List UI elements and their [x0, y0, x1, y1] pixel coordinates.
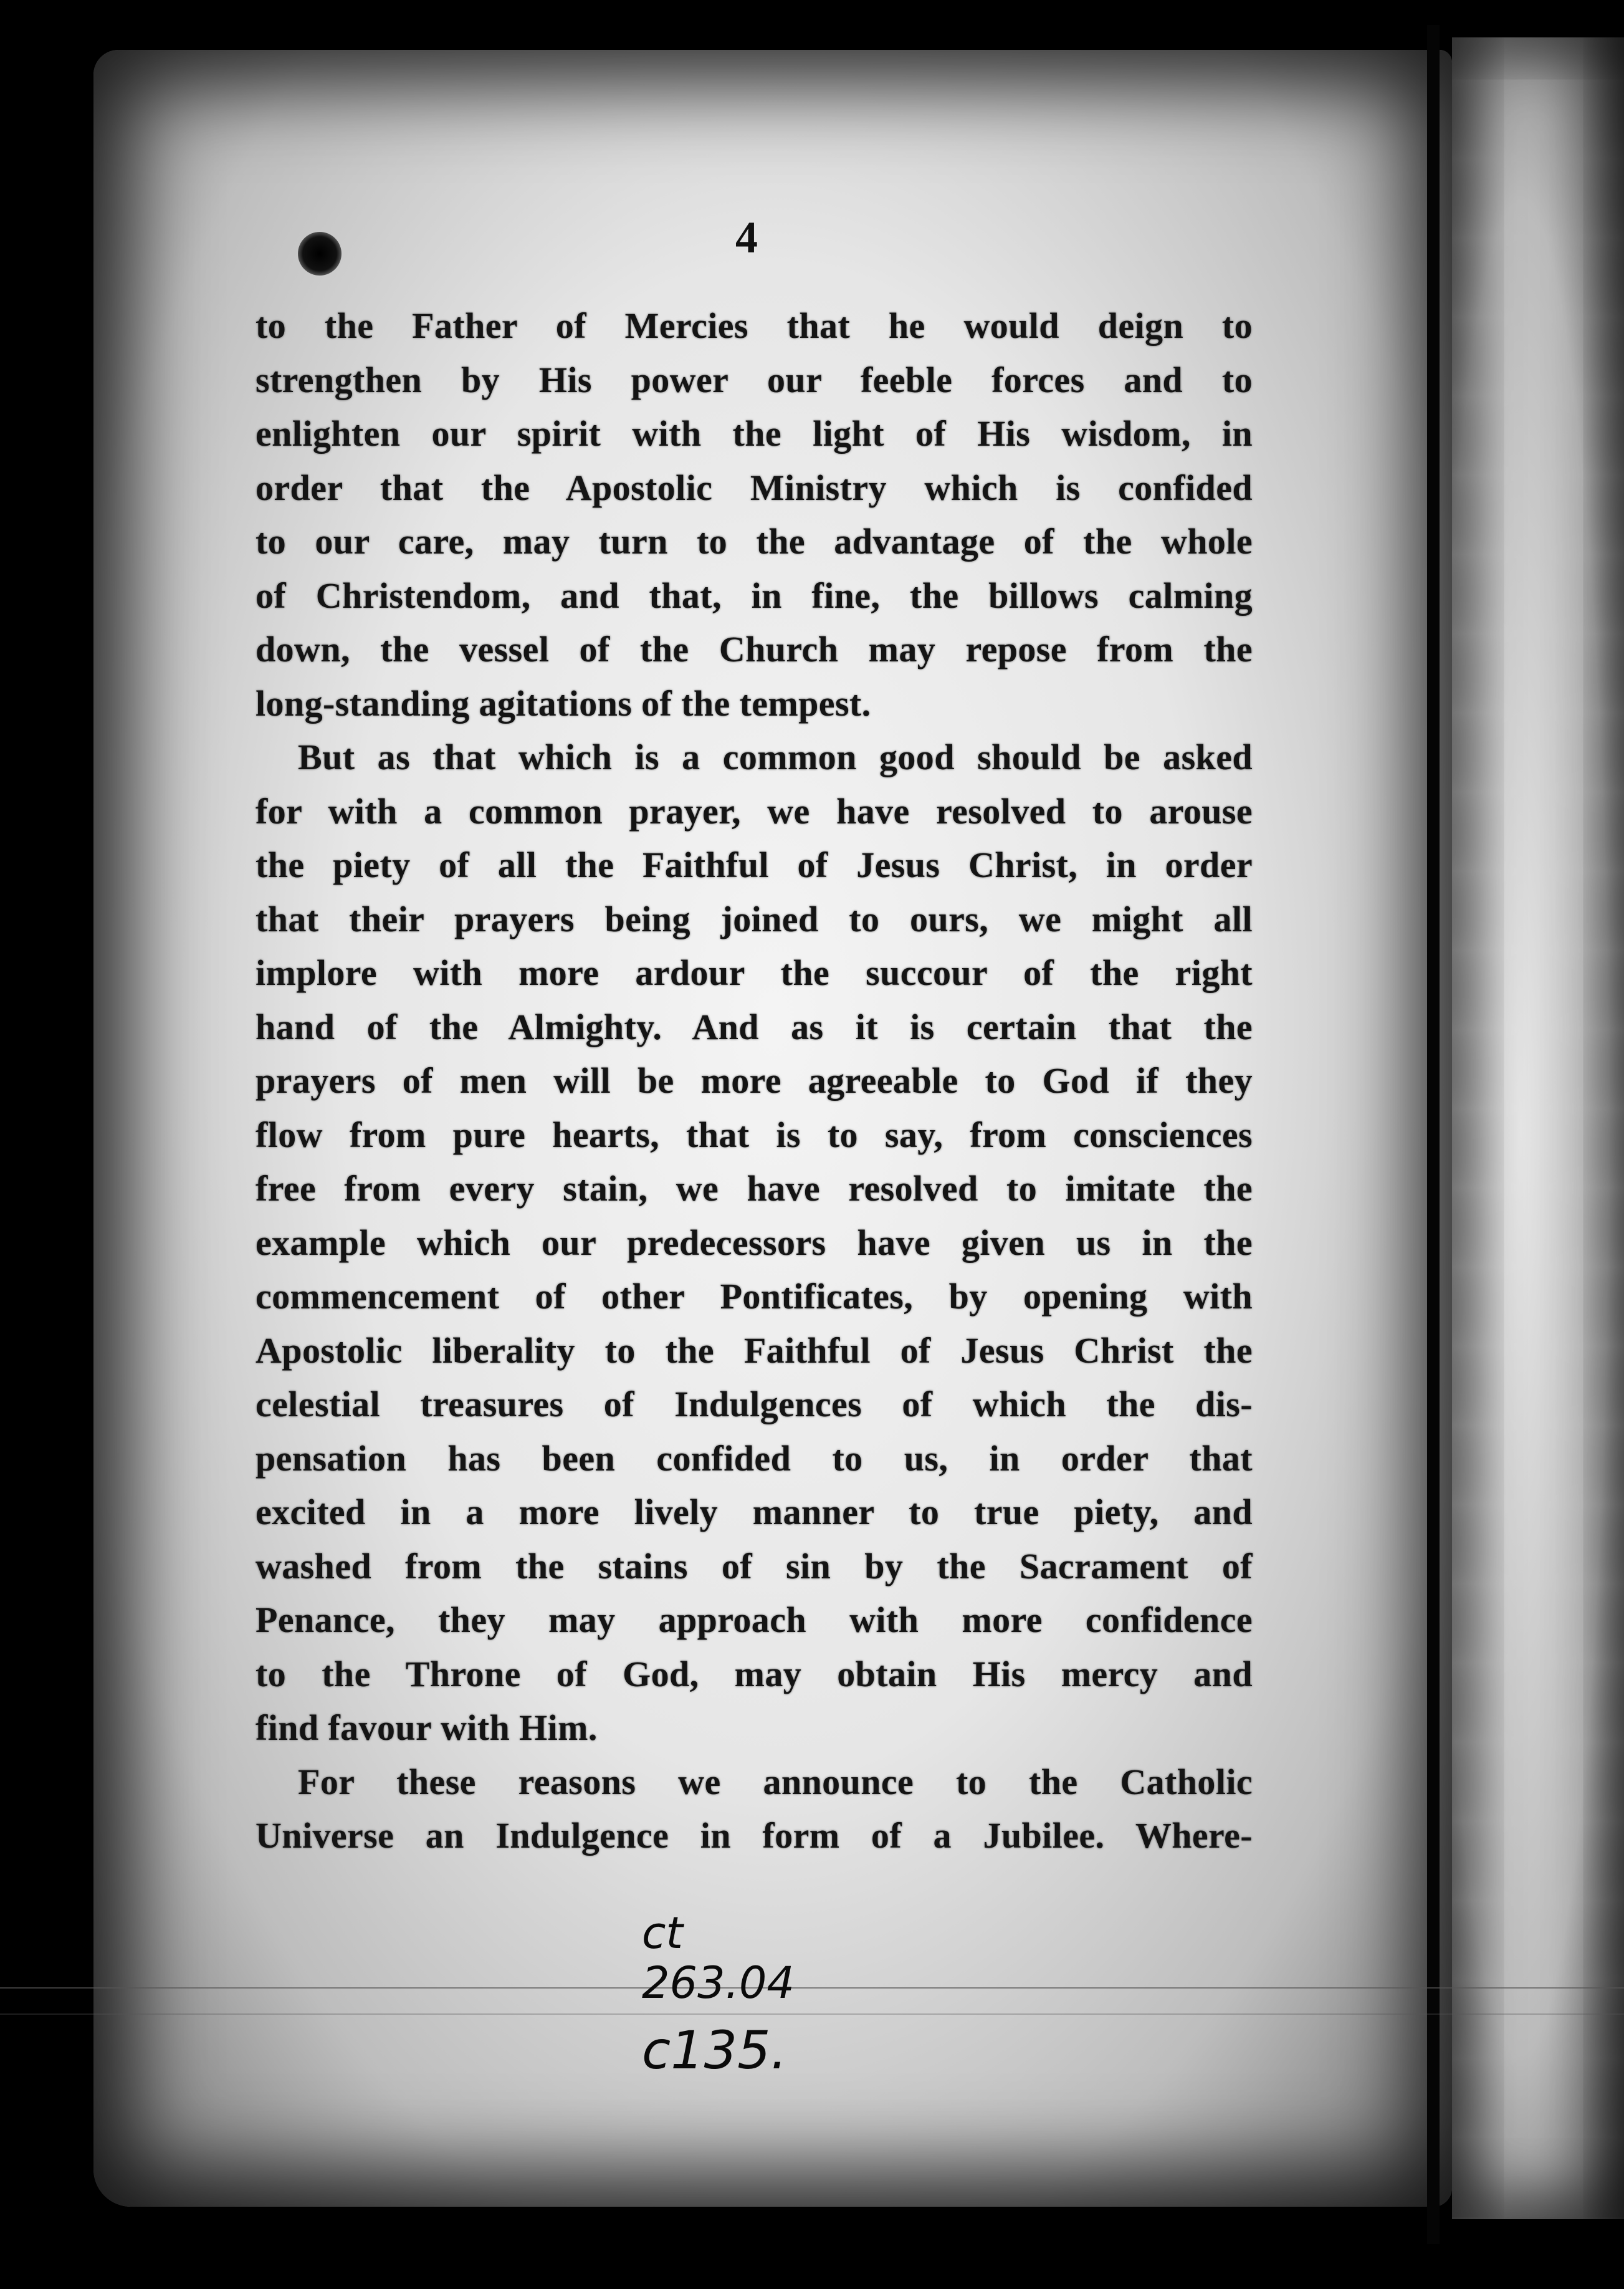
text-line: down, the vessel of the Church may repose from the: [256, 629, 1253, 669]
text-line: enlighten our spirit with the light of His wisdom, in: [256, 413, 1253, 454]
text-line: order that the Apostolic Ministry which is confided: [256, 467, 1253, 508]
text-line: strengthen by His power our feeble forces and to: [256, 359, 1253, 400]
text-line: to the Father of Mercies that he would deign to: [256, 305, 1253, 346]
text-line: to the Throne of God, may obtain His mercy and: [256, 1653, 1253, 1694]
text-line: commencement of other Pontificates, by opening with: [256, 1276, 1253, 1317]
scan-line: [0, 1987, 1624, 1989]
page-gutter: [1427, 25, 1440, 2244]
text-line: to our care, may turn to the advantage of the whole: [256, 521, 1253, 562]
text-line: excited in a more lively manner to true piety, and: [256, 1492, 1253, 1532]
ink-blot: [298, 232, 342, 276]
text-line: find favour with Him.: [256, 1707, 598, 1748]
text-line: washed from the stains of sin by the Sacrament of: [256, 1545, 1253, 1586]
text-line: free from every stain, we have resolved to imitate the: [256, 1168, 1253, 1209]
text-line: But as that which is a common good should be asked: [298, 737, 1253, 777]
text-line: pensation has been confided to us, in order that: [256, 1437, 1253, 1479]
text-line: implore with more ardour the succour of the right: [256, 953, 1253, 993]
text-line: Apostolic liberality to the Faithful of Jesus Christ the: [256, 1330, 1253, 1371]
handwritten-note: c135.: [642, 2020, 788, 2081]
scan-line: [0, 2013, 1624, 2015]
text-line: that their prayers being joined to ours, we might all: [256, 898, 1253, 939]
text-line: Penance, they may approach with more confidence: [256, 1600, 1253, 1640]
handwritten-note: 263.04: [642, 1957, 795, 2008]
text-line: for with a common prayer, we have resolved to arouse: [256, 790, 1253, 832]
text-line: hand of the Almighty. And as it is certain that the: [256, 1006, 1253, 1047]
text-line: of Christendom, and that, in fine, the billows calming: [256, 575, 1253, 616]
adjacent-page-edge: [1452, 37, 1624, 2219]
text-line: the piety of all the Faithful of Jesus Christ, in order: [256, 845, 1253, 885]
text-line: Universe an Indulgence in form of a Jubilee. Where-: [256, 1815, 1253, 1856]
page-number: 4: [735, 213, 758, 262]
text-line: long-standing agitations of the tempest.: [256, 683, 871, 724]
text-line: celestial treasures of Indulgences of which the dis-: [256, 1384, 1253, 1424]
text-line: prayers of men will be more agreeable to God if they: [256, 1060, 1253, 1101]
body-text: [256, 299, 1253, 1863]
text-line: example which our predecessors have given us in the: [256, 1222, 1253, 1263]
handwritten-note: ct: [642, 1908, 683, 1959]
text-line: For these reasons we announce to the Catholic: [298, 1761, 1253, 1802]
text-line: flow from pure hearts, that is to say, from consciences: [256, 1114, 1253, 1155]
